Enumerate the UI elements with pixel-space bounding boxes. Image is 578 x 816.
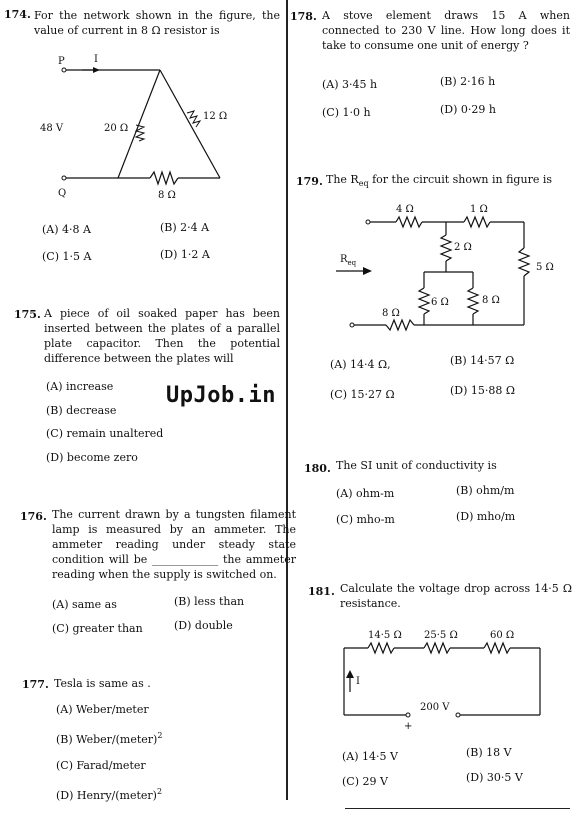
q179-option-d: (D) 15·88 Ω (450, 384, 516, 397)
q180-option-d: (D) mho/m (456, 510, 516, 523)
q180-number: 180. (304, 462, 331, 475)
q178-option-a: (A) 3·45 h (322, 78, 378, 91)
q178-option-c: (C) 1·0 h (322, 106, 371, 119)
q175-option-d: (D) become zero (46, 451, 138, 464)
q181-option-b: (B) 18 V (466, 746, 512, 759)
q181-label-25-5ohm: 25·5 Ω (424, 630, 458, 641)
q178-number: 178. (290, 10, 317, 23)
q181-label-60ohm: 60 Ω (490, 630, 515, 641)
q174-option-c: (C) 1·5 A (42, 250, 92, 263)
q181-option-c: (C) 29 V (342, 775, 388, 788)
q176-option-b: (B) less than (174, 595, 245, 608)
q176-option-c: (C) greater than (52, 622, 143, 635)
q175-option-b: (B) decrease (46, 404, 117, 417)
q175-text: A piece of oil soaked paper has been inserted between the plates of a parallel plate capacitor. Then the potential difference between the plates will (44, 307, 280, 365)
q178-text: A stove element draws 15 A when connected to 230 V line. How long does it take to consume one unit of energy ? (322, 9, 570, 52)
q179-label-8ohm-right: 8 Ω (482, 295, 500, 306)
q181-option-a: (A) 14·5 V (342, 750, 398, 763)
q179-label-2ohm: 2 Ω (454, 242, 472, 253)
q174-label-48v: 48 V (40, 123, 64, 134)
q174-option-b: (B) 2·4 A (160, 221, 210, 234)
q179-option-a: (A) 14·4 Ω, (330, 358, 391, 371)
q177-option-d: (D) Henry/(meter)$^2$ (56, 787, 163, 802)
q175-option-c: (C) remain unaltered (46, 427, 164, 440)
q176-number: 176. (20, 510, 47, 523)
q174-option-d: (D) 1·2 A (160, 248, 210, 261)
q179-label-1ohm: 1 Ω (470, 204, 488, 215)
q177-number: 177. (22, 678, 49, 691)
q179-label-4ohm: 4 Ω (396, 204, 414, 215)
q181-circuit-diagram (286, 620, 578, 730)
q177-option-b: (B) Weber/(meter)$^2$ (56, 731, 163, 746)
q181-option-d: (D) 30·5 V (466, 771, 523, 784)
bottom-rule (345, 808, 570, 809)
q181-label-14-5ohm: 14·5 Ω (368, 630, 402, 641)
q174-option-a: (A) 4·8 A (42, 223, 91, 236)
q174-label-q: Q (58, 188, 67, 199)
q177-option-c: (C) Farad/meter (56, 759, 146, 772)
q177-option-a: (A) Weber/meter (56, 703, 149, 716)
q179-label-req: $R_{eq}$ (340, 254, 357, 267)
q180-option-c: (C) mho-m (336, 513, 395, 526)
q179-text: The $R_{eq}$ for the circuit shown in figure is (326, 173, 552, 188)
q174-label-8ohm: 8 Ω (158, 190, 176, 201)
q174-label-20ohm: 20 Ω (104, 123, 129, 134)
q174-label-i: I (94, 54, 98, 65)
q179-option-c: (C) 15·27 Ω (330, 388, 395, 401)
q181-label-200v: 200 V (420, 702, 450, 713)
q179-label-8ohm-bottom: 8 Ω (382, 308, 400, 319)
q181-number: 181. (308, 585, 335, 598)
q181-text: Calculate the voltage drop across 14·5 Ω resistance. (340, 582, 572, 610)
q181-label-i: I (356, 676, 360, 687)
q174-label-12ohm: 12 Ω (203, 111, 228, 122)
q176-option-a: (A) same as (52, 598, 117, 611)
watermark-text: UpJob.in (166, 383, 276, 408)
q179-circuit-diagram (286, 190, 578, 340)
q178-option-b: (B) 2·16 h (440, 75, 496, 88)
q179-number: 179. (296, 175, 323, 188)
q175-option-a: (A) increase (46, 380, 114, 393)
q176-option-d: (D) double (174, 619, 233, 632)
q179-option-b: (B) 14·57 Ω (450, 354, 515, 367)
q174-text: For the network shown in the figure, the value of current in 8 Ω resistor is (34, 9, 280, 37)
q180-text: The SI unit of conductivity is (336, 459, 497, 472)
q178-option-d: (D) 0·29 h (440, 103, 496, 116)
q177-text: Tesla is same as . (54, 677, 151, 690)
q179-label-5ohm: 5 Ω (536, 262, 554, 273)
q181-label-plus: + (404, 721, 413, 732)
q176-text: The current drawn by a tungsten filament lamp is measured by an ammeter. The ammeter reading under steady state condition will be ____________ the ammeter reading when the supply is switched on. (52, 508, 296, 581)
q175-number: 175. (14, 308, 41, 321)
q174-circuit-diagram (0, 0, 286, 210)
q179-label-6ohm: 6 Ω (431, 297, 449, 308)
q180-option-a: (A) ohm-m (336, 487, 395, 500)
q180-option-b: (B) ohm/m (456, 484, 515, 497)
q174-number: 174. (4, 8, 31, 21)
q174-label-p: P (58, 56, 65, 67)
